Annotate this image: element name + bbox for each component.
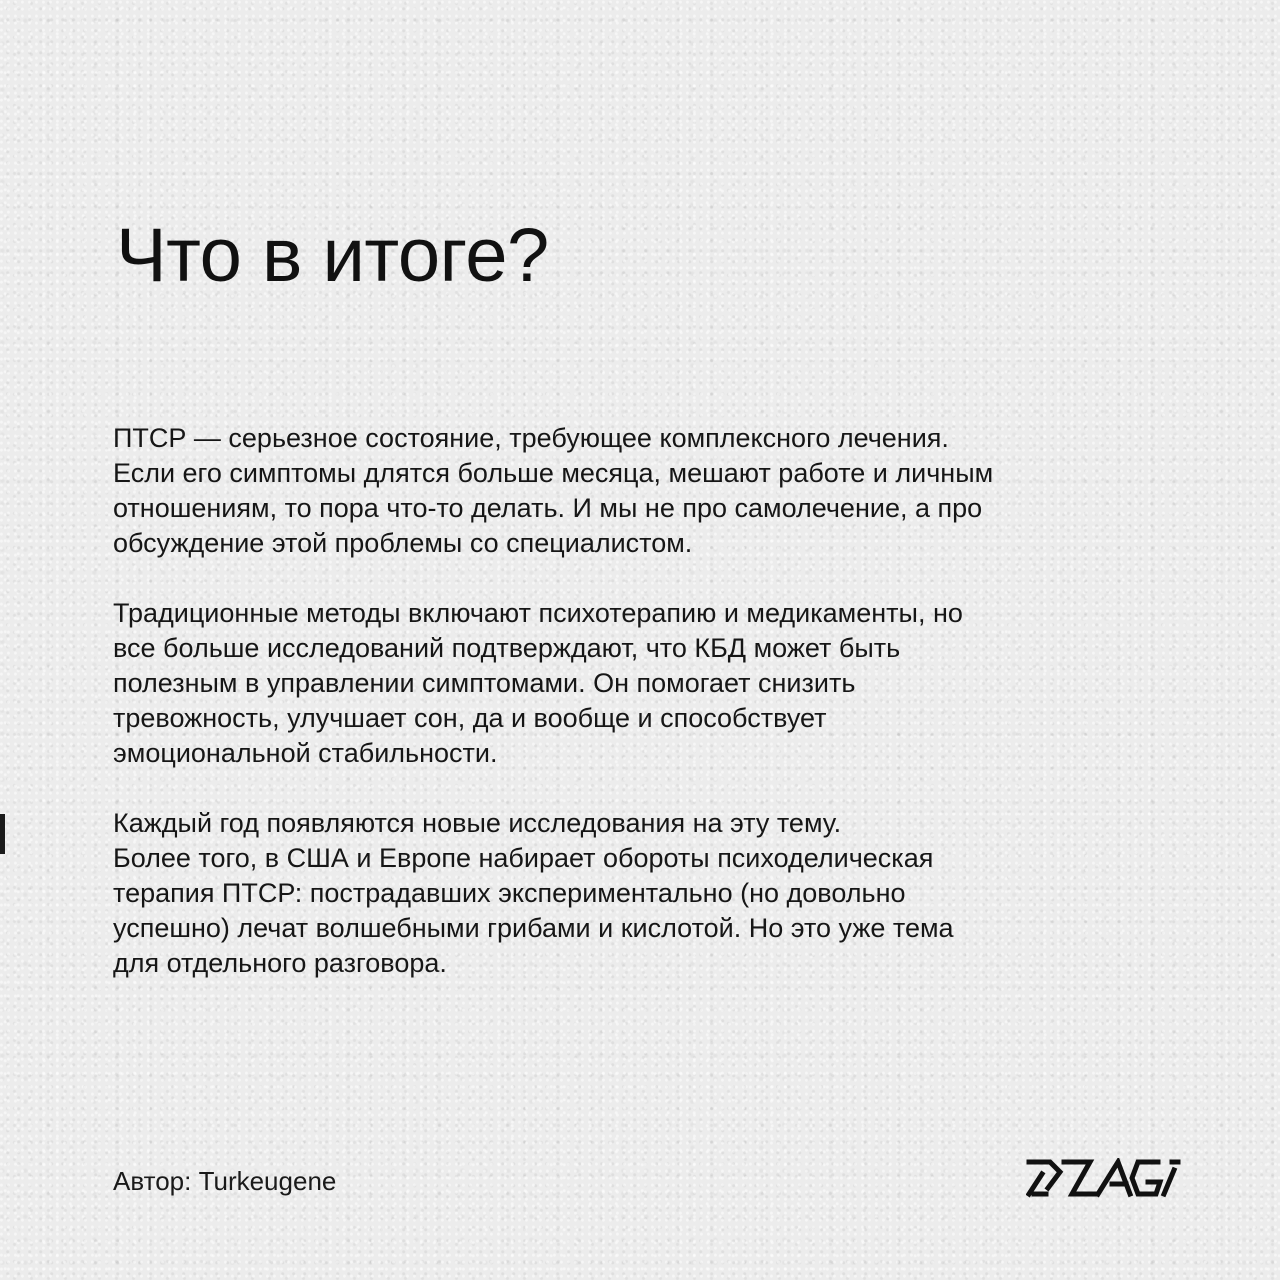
paragraph-line: все больше исследований подтверждают, что КБД может быть bbox=[113, 633, 901, 663]
paragraph-line: Традиционные методы включают психотерапию и медикаменты, но bbox=[113, 598, 963, 628]
body-text bbox=[113, 421, 1213, 1016]
edge-mark bbox=[0, 814, 5, 854]
paragraph-line: эмоциональной стабильности. bbox=[113, 738, 498, 768]
author-credit: Автор: Turkeugene bbox=[113, 1166, 337, 1196]
paragraph-line: Более того, в США и Европе набирает обороты психоделическая bbox=[113, 843, 934, 873]
page-title: Что в итоге? bbox=[116, 213, 549, 298]
paragraph-line: полезным в управлении симптомами. Он помогает снизить bbox=[113, 668, 856, 698]
paragraph-1 bbox=[113, 421, 1213, 561]
paragraph-3 bbox=[113, 806, 1213, 981]
paragraph-line: обсуждение этой проблемы со специалистом. bbox=[113, 528, 693, 558]
paragraph-line: ПТСР — серьезное состояние, требующее комплексного лечения. bbox=[113, 423, 949, 453]
paragraph-2 bbox=[113, 596, 1213, 771]
paragraph-line: Если его симптомы длятся больше месяца, мешают работе и личным bbox=[113, 458, 994, 488]
paragraph-line: для отдельного разговора. bbox=[113, 948, 447, 978]
paragraph-line: терапия ПТСР: пострадавших экспериментально (но довольно bbox=[113, 878, 906, 908]
paragraph-line: отношениям, то пора что-то делать. И мы не про самолечение, а про bbox=[113, 493, 983, 523]
paragraph-line: успешно) лечат волшебными грибами и кислотой. Но это уже тема bbox=[113, 913, 954, 943]
dzagi-logo bbox=[1026, 1158, 1182, 1198]
paragraph-line: тревожность, улучшает сон, да и вообще и способствует bbox=[113, 703, 827, 733]
paragraph-line: Каждый год появляются новые исследования на эту тему. bbox=[113, 808, 842, 838]
